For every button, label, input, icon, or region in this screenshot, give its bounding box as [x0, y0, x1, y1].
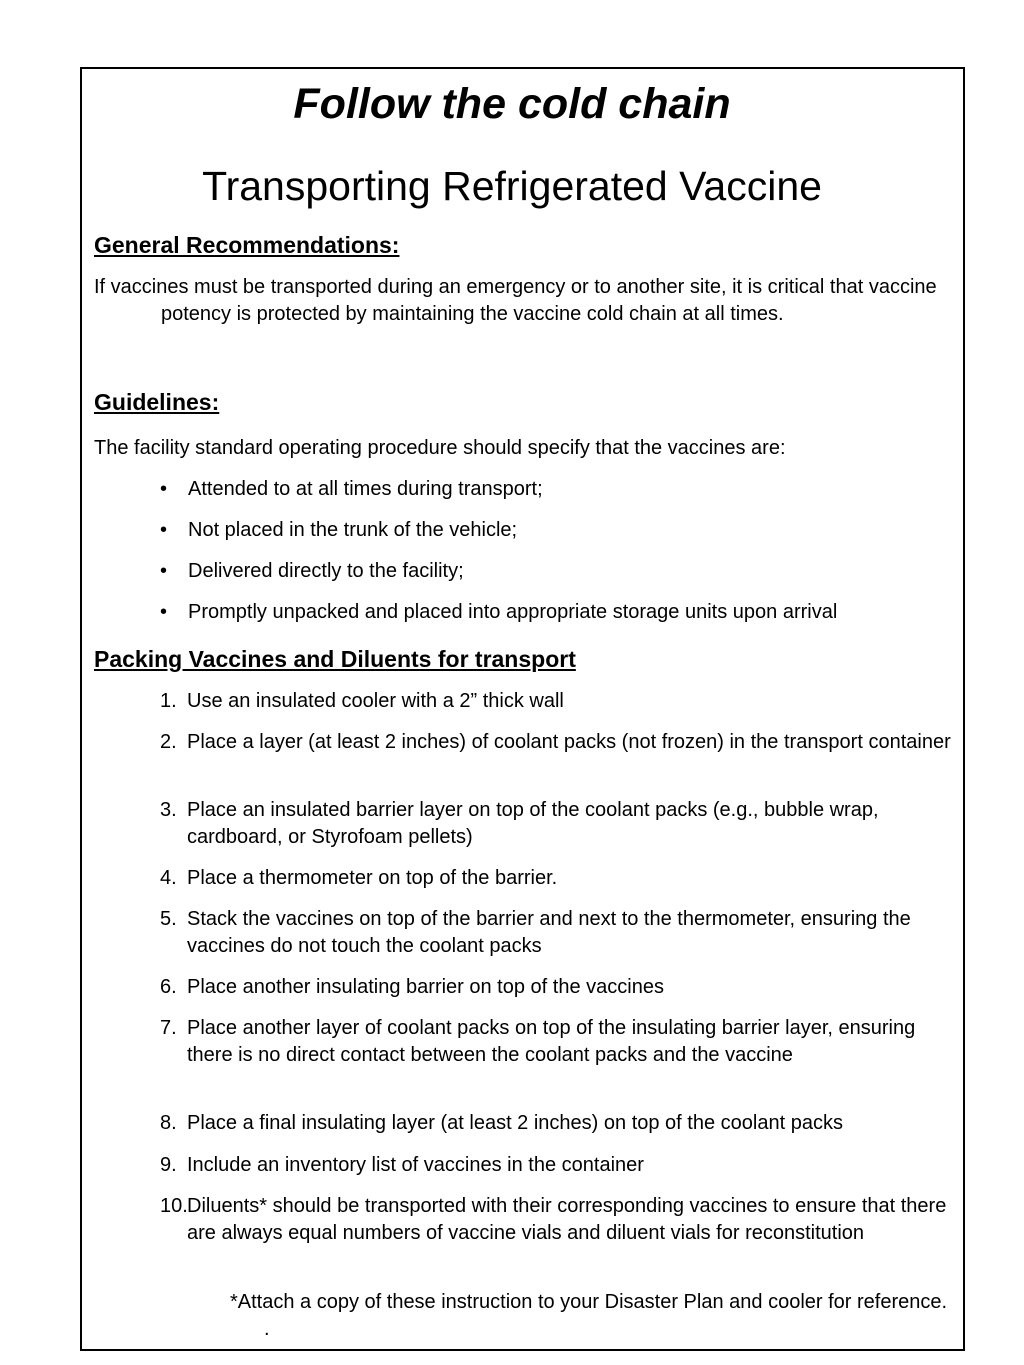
step-number: 6.	[160, 976, 177, 998]
footnote: *Attach a copy of these instruction to your Disaster Plan and cooler for reference. .	[230, 1291, 948, 1340]
guideline-bullet-text: Attended to at all times during transport;	[188, 478, 543, 500]
packing-heading: Packing Vaccines and Diluents for transport	[94, 646, 576, 672]
packing-step	[160, 865, 955, 892]
step-text: Place a thermometer on top of the barrier.	[187, 867, 558, 889]
bullet-dot-icon: •	[160, 560, 168, 582]
guideline-bullet	[160, 517, 517, 544]
document-title: Follow the cold chain	[293, 80, 731, 128]
step-number: 2.	[160, 731, 177, 753]
general-recommendations-heading: General Recommendations:	[94, 232, 400, 258]
step-number: 1.	[160, 690, 177, 712]
guideline-bullet-text: Delivered directly to the facility;	[188, 560, 464, 582]
guideline-bullet-text: Promptly unpacked and placed into appropriate storage units upon arrival	[188, 601, 838, 623]
packing-step	[160, 688, 955, 715]
general-recommendations-text: If vaccines must be transported during an emergency or to another site, it is critical that vaccine potency is protected by maintaining the vaccine cold chain at all times.	[94, 276, 937, 325]
step-number: 4.	[160, 867, 177, 889]
step-number: 10.	[160, 1195, 188, 1217]
step-text: Place a layer (at least 2 inches) of coolant packs (not frozen) in the transport container	[187, 731, 951, 753]
step-text: Include an inventory list of vaccines in the container	[187, 1154, 644, 1176]
guidelines-heading: Guidelines:	[94, 389, 220, 415]
guideline-bullet	[160, 599, 837, 626]
packing-step	[160, 1110, 955, 1137]
step-number: 8.	[160, 1112, 177, 1134]
guideline-bullet	[160, 558, 464, 585]
guideline-bullet-text: Not placed in the trunk of the vehicle;	[188, 519, 518, 541]
step-text: Use an insulated cooler with a 2” thick wall	[187, 690, 564, 712]
packing-step	[160, 974, 955, 1001]
packing-step	[160, 906, 955, 960]
bullet-dot-icon: •	[160, 601, 168, 623]
step-text: Place another insulating barrier on top of the vaccines	[187, 976, 664, 998]
document-subtitle: Transporting Refrigerated Vaccine	[202, 163, 822, 209]
packing-step	[160, 1015, 955, 1069]
packing-step	[160, 797, 955, 851]
bullet-dot-icon: •	[160, 478, 168, 500]
step-number: 5.	[160, 908, 177, 930]
step-text: Place an insulated barrier layer on top of the coolant packs (e.g., bubble wrap, cardboard, or Styrofoam pellets)	[187, 799, 879, 848]
step-number: 3.	[160, 799, 177, 821]
step-text: Stack the vaccines on top of the barrier and next to the thermometer, ensuring the vaccines do not touch the coolant packs	[187, 908, 911, 957]
bullet-dot-icon: •	[160, 519, 168, 541]
step-text: Diluents* should be transported with their corresponding vaccines to ensure that there are always equal numbers of vaccine vials and diluent vials for reconstitution	[187, 1195, 947, 1244]
guidelines-intro: The facility standard operating procedure should specify that the vaccines are:	[94, 437, 786, 459]
packing-step	[160, 1152, 955, 1179]
step-number: 9.	[160, 1154, 177, 1176]
step-text: Place another layer of coolant packs on top of the insulating barrier layer, ensuring there is no direct contact between the coolant packs and the vaccine	[187, 1017, 916, 1066]
step-number: 7.	[160, 1017, 177, 1039]
packing-step	[160, 729, 955, 756]
packing-step	[160, 1193, 955, 1247]
step-text: Place a final insulating layer (at least 2 inches) on top of the coolant packs	[187, 1112, 843, 1134]
guideline-bullet	[160, 476, 543, 503]
